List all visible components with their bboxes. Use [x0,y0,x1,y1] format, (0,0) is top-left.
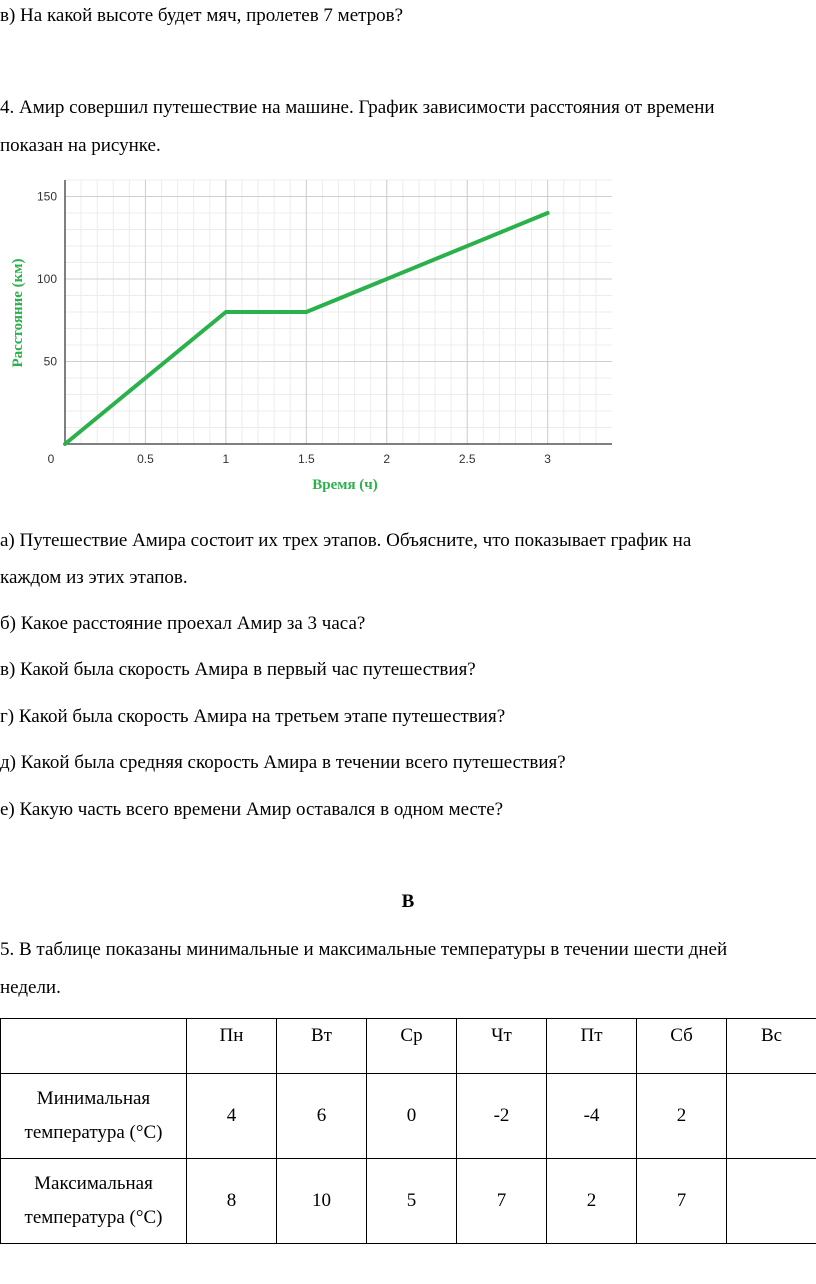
question-v: в) Какой была скорость Амира в первый час путешествия? [0,659,476,680]
table-cell: 5 [367,1159,457,1244]
problem-4-line-1: 4. Амир совершил путешествие на машине. График зависимости расстояния от времени [0,97,715,118]
problem-5-line-2: недели. [0,977,61,998]
table-header-row [1,1019,816,1074]
x-tick-label: 0 [47,452,55,466]
temperature-table [0,1018,816,1244]
y-tick-labels [37,190,57,369]
x-tick-label: 1.5 [297,452,315,466]
row-label-line: температура (°C) [24,1207,163,1228]
section-heading: В [401,891,415,912]
question-d: д) Какой была средняя скорость Амира в течении всего путешествия? [0,752,566,773]
distance-time-chart [0,170,640,500]
header-cell: Вт [277,1019,367,1074]
table-cell: -2 [457,1074,547,1159]
x-axis-title: Время (ч) [312,477,378,493]
x-tick-label: 2.5 [458,452,476,466]
question-g: г) Какой была скорость Амира на третьем этапе путешествия? [0,706,506,727]
question-a-line-1: а) Путешествие Амира состоит их трех этапов. Объясните, что показывает график на [0,530,692,551]
x-tick-label: 3 [544,452,551,466]
table-cell: 7 [457,1159,547,1244]
header-cell [1,1019,187,1074]
question-e: е) Какую часть всего времени Амир оставался в одном месте? [0,799,504,820]
header-cell: Ср [367,1019,457,1074]
problem-4-line-2: показан на рисунке. [0,135,161,156]
y-axis-title: Расстояние (км) [10,258,26,368]
table-cell: 6 [277,1074,367,1159]
header-cell: Пн [187,1019,277,1074]
table-cell: 2 [547,1159,637,1244]
x-tick-label: 2 [383,452,391,466]
table-cell: 0 [367,1074,457,1159]
table-cell: 2 [637,1074,727,1159]
header-cell: Сб [637,1019,727,1074]
x-tick-label: 0.5 [137,452,154,466]
table-row-max [1,1159,816,1244]
table-cell [727,1074,816,1159]
table-cell: 10 [277,1159,367,1244]
problem-5-line-1: 5. В таблице показаны минимальные и максимальные температуры в течении шести дней [0,939,728,960]
row-label [1,1159,187,1244]
header-cell: Вс [727,1019,816,1074]
header-cell: Чт [457,1019,547,1074]
y-tick-label: 150 [36,189,57,204]
question-a-line-2: каждом из этих этапов. [0,567,188,588]
x-tick-label: 1 [222,452,230,466]
row-label-line: температура (°C) [24,1122,163,1143]
header-cell: Пт [547,1019,637,1074]
table-row-min [1,1074,816,1159]
table-cell: 8 [187,1159,277,1244]
table-cell [727,1159,816,1244]
row-label-line: Максимальная [34,1173,153,1194]
question-b: б) Какое расстояние проехал Амир за 3 часа? [0,613,366,634]
table-cell: 4 [187,1074,277,1159]
table-cell: 7 [637,1159,727,1244]
y-tick-label: 100 [36,272,57,286]
row-label [1,1074,187,1159]
question-v-previous: в) На какой высоте будет мяч, пролетев 7 метров? [0,5,404,26]
row-label-line: Минимальная [36,1088,151,1109]
y-tick-label: 50 [43,354,57,369]
table-cell: -4 [547,1074,637,1159]
x-tick-labels [48,452,552,466]
